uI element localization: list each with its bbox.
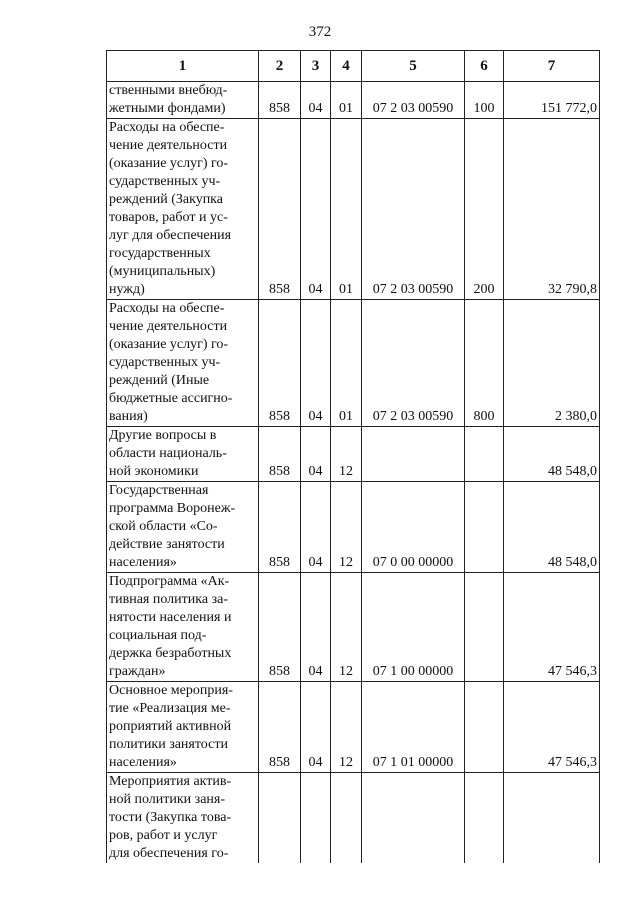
col4-cell: 12 [331, 682, 362, 773]
col5-cell: 07 1 00 00000 [362, 573, 465, 682]
col3-cell: 04 [301, 573, 331, 682]
col4-cell: 01 [331, 119, 362, 300]
table-row [107, 482, 600, 573]
col6-cell [465, 427, 504, 482]
col5-cell: 07 2 03 00590 [362, 82, 465, 119]
col4-cell: 12 [331, 427, 362, 482]
col5-cell [362, 427, 465, 482]
col6-cell: 800 [465, 300, 504, 427]
col3-cell: 04 [301, 119, 331, 300]
row-description: Мероприятия актив- ной политики заня- тости (Закупка това- ров, работ и услуг для обеспечения го- [107, 773, 259, 864]
col3-cell: 04 [301, 482, 331, 573]
row-description: Государственная программа Воронеж- ской области «Со- действие занятости населения» [107, 482, 259, 573]
row-description: Расходы на обеспе- чение деятельности (оказание услуг) го- сударственных уч- реждений (Иные бюджетные ассигно- вания) [107, 300, 259, 427]
row-description: Другие вопросы в области националь- ной экономики [107, 427, 259, 482]
col3-cell: 04 [301, 300, 331, 427]
col3-cell: 04 [301, 682, 331, 773]
table-row [107, 300, 600, 427]
budget-table [106, 50, 600, 863]
col5-cell: 07 0 00 00000 [362, 482, 465, 573]
amount-cell: 47 546,3 [504, 573, 600, 682]
col5-cell: 07 2 03 00590 [362, 119, 465, 300]
amount-cell: 48 548,0 [504, 427, 600, 482]
col5-cell [362, 773, 465, 864]
col2-cell: 858 [259, 682, 301, 773]
col6-cell: 200 [465, 119, 504, 300]
page-number: 372 [308, 24, 332, 40]
table-row [107, 119, 600, 300]
col6-cell [465, 482, 504, 573]
row-description: ственными внебюд- жетными фондами) [107, 82, 259, 119]
col2-cell [259, 773, 301, 864]
column-header-2: 2 [259, 51, 301, 82]
col3-cell: 04 [301, 427, 331, 482]
amount-cell: 2 380,0 [504, 300, 600, 427]
col6-cell [465, 573, 504, 682]
col2-cell: 858 [259, 300, 301, 427]
column-header-7: 7 [504, 51, 600, 82]
table-row [107, 682, 600, 773]
amount-cell [504, 773, 600, 864]
col4-cell [331, 773, 362, 864]
col5-cell: 07 2 03 00590 [362, 300, 465, 427]
column-header-6: 6 [465, 51, 504, 82]
table-row [107, 773, 600, 864]
column-header-3: 3 [301, 51, 331, 82]
table-header-row [107, 51, 600, 82]
amount-cell: 151 772,0 [504, 82, 600, 119]
table-row [107, 82, 600, 119]
row-description: Расходы на обеспе- чение деятельности (оказание услуг) го- сударственных уч- реждений (Закупка товаров, работ и ус- луг для обеспечения государственных (муниципальных) нужд) [107, 119, 259, 300]
col2-cell: 858 [259, 573, 301, 682]
col6-cell [465, 682, 504, 773]
col4-cell: 12 [331, 482, 362, 573]
col4-cell: 01 [331, 82, 362, 119]
col6-cell: 100 [465, 82, 504, 119]
column-header-1: 1 [107, 51, 259, 82]
col3-cell [301, 773, 331, 864]
col3-cell: 04 [301, 82, 331, 119]
row-description: Подпрограмма «Ак- тивная политика за- нятости населения и социальная под- держка безработных граждан» [107, 573, 259, 682]
col6-cell [465, 773, 504, 864]
col2-cell: 858 [259, 482, 301, 573]
column-header-4: 4 [331, 51, 362, 82]
amount-cell: 32 790,8 [504, 119, 600, 300]
table-row [107, 573, 600, 682]
col4-cell: 01 [331, 300, 362, 427]
col5-cell: 07 1 01 00000 [362, 682, 465, 773]
column-header-5: 5 [362, 51, 465, 82]
amount-cell: 48 548,0 [504, 482, 600, 573]
col2-cell: 858 [259, 119, 301, 300]
amount-cell: 47 546,3 [504, 682, 600, 773]
col4-cell: 12 [331, 573, 362, 682]
col2-cell: 858 [259, 82, 301, 119]
table-row [107, 427, 600, 482]
col2-cell: 858 [259, 427, 301, 482]
row-description: Основное мероприя- тие «Реализация ме- роприятий активной политики занятости населения» [107, 682, 259, 773]
